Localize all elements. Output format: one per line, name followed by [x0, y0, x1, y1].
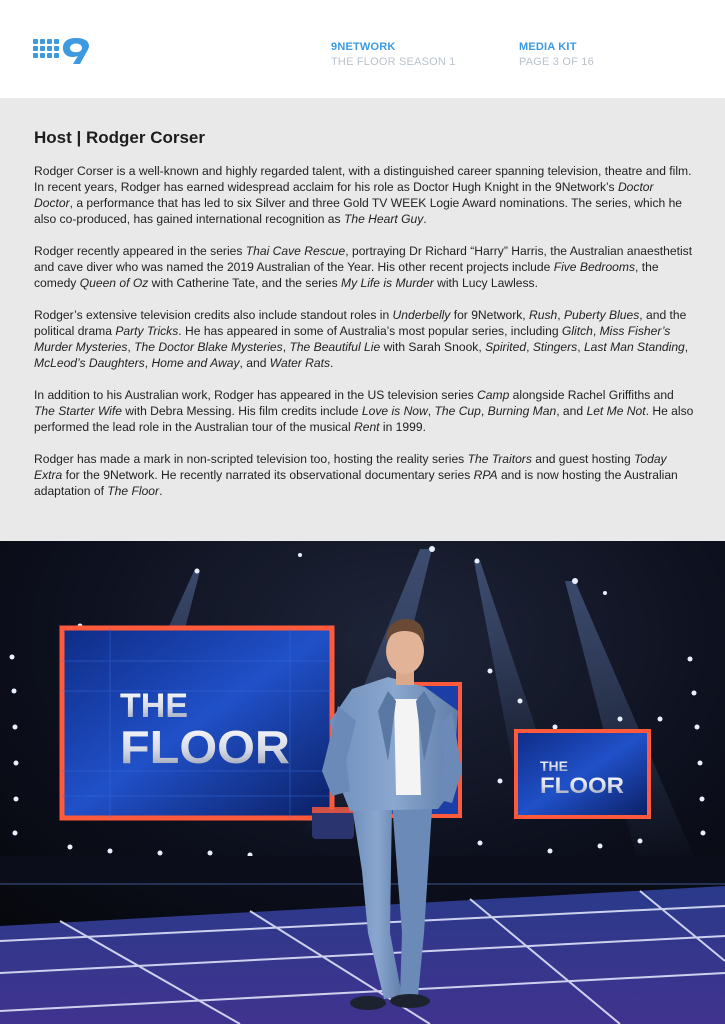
- small-screen-line1: THE: [540, 758, 568, 774]
- text-run: ,: [480, 404, 488, 418]
- text-run: . He has appeared in some of Australia’s most popular series, including: [178, 324, 562, 338]
- title-italic: Miss Fisher’s Murder Mysteries: [34, 324, 671, 354]
- text-run: ,: [127, 340, 135, 354]
- text-run: alongside Rachel Griffiths and: [509, 388, 674, 402]
- title-italic: Camp: [477, 388, 510, 402]
- page-header: [0, 0, 725, 98]
- text-run: ,: [557, 308, 564, 322]
- 9network-logo-icon: [33, 38, 93, 64]
- text-run: with Catherine Tate, and the series: [148, 276, 342, 290]
- text-run: , and: [556, 404, 587, 418]
- title-italic: Five Bedrooms: [553, 260, 636, 274]
- big-screen: [62, 628, 332, 818]
- text-run: In addition to his Australian work, Rodger has appeared in the US television series: [34, 388, 478, 402]
- network-season: THE FLOOR SEASON 1: [331, 56, 456, 68]
- title-italic: Underbelly: [392, 308, 451, 322]
- network-meta: [331, 40, 456, 70]
- title-italic: Glitch: [561, 324, 593, 338]
- title-italic: Doctor Doctor: [34, 180, 654, 210]
- text-run: in 1999.: [379, 420, 426, 434]
- title-italic: McLeod’s Daughters: [34, 356, 145, 370]
- title-italic: Stingers: [532, 340, 578, 354]
- title-italic: The Cup: [434, 404, 481, 418]
- title-italic: The Floor: [107, 484, 160, 498]
- text-run: ,: [427, 404, 435, 418]
- text-run: , portraying Dr Richard “Harry” Harris, the Australian anaesthetist and cave diver who was named the 2019 Australian of the Year. His other recent projects include: [34, 244, 693, 274]
- text-run: .: [159, 484, 163, 498]
- title-italic: Queen of Oz: [79, 276, 149, 290]
- text-run: , and the political drama: [34, 308, 687, 338]
- text-run: with Lucy Lawless.: [433, 276, 538, 290]
- text-run: Rodger Corser is a well-known and highly regarded talent, with a distinguished career spanning television, theatre and film. In recent years, Rodger has earned widespread acclaim for his role as Doctor Hugh Knight in the 9Network’s: [34, 164, 692, 194]
- text-run: ,: [526, 340, 533, 354]
- section-title: Host | Rodger Corser: [34, 128, 206, 147]
- big-screen-line2: FLOOR: [120, 721, 290, 773]
- text-run: Rodger has made a mark in non-scripted television too, hosting the reality series: [34, 452, 468, 466]
- text-run: for 9Network,: [450, 308, 529, 322]
- text-run: ,: [592, 324, 600, 338]
- text-run: .: [330, 356, 334, 370]
- text-run: , and: [239, 356, 270, 370]
- media-kit-meta: [519, 40, 594, 70]
- title-italic: Last Man Standing: [583, 340, 685, 354]
- page-number: PAGE 3 OF 16: [519, 56, 594, 68]
- title-italic: Burning Man: [487, 404, 557, 418]
- text-run: .: [423, 212, 427, 226]
- network-label: 9NETWORK: [331, 41, 396, 53]
- bio-paragraph: [34, 243, 694, 291]
- small-screen: [516, 731, 649, 817]
- text-run: , the comedy: [34, 260, 659, 290]
- media-kit-label: MEDIA KIT: [519, 41, 577, 53]
- text-run: . He also performed the lead role in the Australian tour of the musical: [34, 404, 694, 434]
- title-italic: The Traitors: [467, 452, 532, 466]
- podium: [312, 809, 354, 839]
- studio-scene: [0, 541, 725, 1024]
- bio-paragraph: [34, 387, 694, 435]
- title-italic: Let Me Not: [586, 404, 646, 418]
- bio-paragraph: [34, 307, 694, 371]
- title-italic: Home and Away: [151, 356, 240, 370]
- text-run: ,: [577, 340, 584, 354]
- title-italic: Spirited: [485, 340, 527, 354]
- text-run: Rodger recently appeared in the series: [34, 244, 246, 258]
- text-run: Rodger’s extensive television credits also include standout roles in: [34, 308, 393, 322]
- text-run: with Debra Messing. His film credits include: [121, 404, 362, 418]
- big-screen-line1: THE: [120, 687, 188, 725]
- title-italic: Water Rats: [269, 356, 331, 370]
- title-italic: My Life is Murder: [341, 276, 434, 290]
- text-run: , a performance that has led to six Silver and three Gold TV WEEK Logie Award nominations. The series, which he also co-produced, has gained international recognition as: [34, 196, 683, 226]
- title-italic: Puberty Blues: [563, 308, 640, 322]
- title-italic: Rent: [354, 420, 380, 434]
- title-italic: Rush: [529, 308, 558, 322]
- text-run: ,: [684, 340, 689, 354]
- text-run: with Sarah Snook,: [380, 340, 486, 354]
- title-italic: The Beautiful Lie: [289, 340, 381, 354]
- bio-paragraph: [34, 163, 694, 227]
- title-italic: Thai Cave Rescue: [245, 244, 346, 258]
- text-run: for the 9Network. He recently narrated its observational documentary series: [62, 468, 474, 482]
- bio-paragraph: [34, 451, 694, 499]
- text-run: and guest hosting: [531, 452, 635, 466]
- text-run: ,: [282, 340, 290, 354]
- text-run: and is now hosting the Australian adaptation of: [34, 468, 678, 498]
- text-run: ,: [144, 356, 152, 370]
- title-italic: Love is Now: [361, 404, 428, 418]
- title-italic: Today Extra: [34, 452, 667, 482]
- title-italic: The Doctor Blake Mysteries: [134, 340, 283, 354]
- title-italic: The Heart Guy: [343, 212, 424, 226]
- title-italic: The Starter Wife: [34, 404, 122, 418]
- small-screen-line2: FLOOR: [540, 773, 625, 798]
- bio-text: [34, 163, 694, 515]
- title-italic: Party Tricks: [115, 324, 179, 338]
- title-italic: RPA: [473, 468, 498, 482]
- host-photo: [0, 541, 725, 1024]
